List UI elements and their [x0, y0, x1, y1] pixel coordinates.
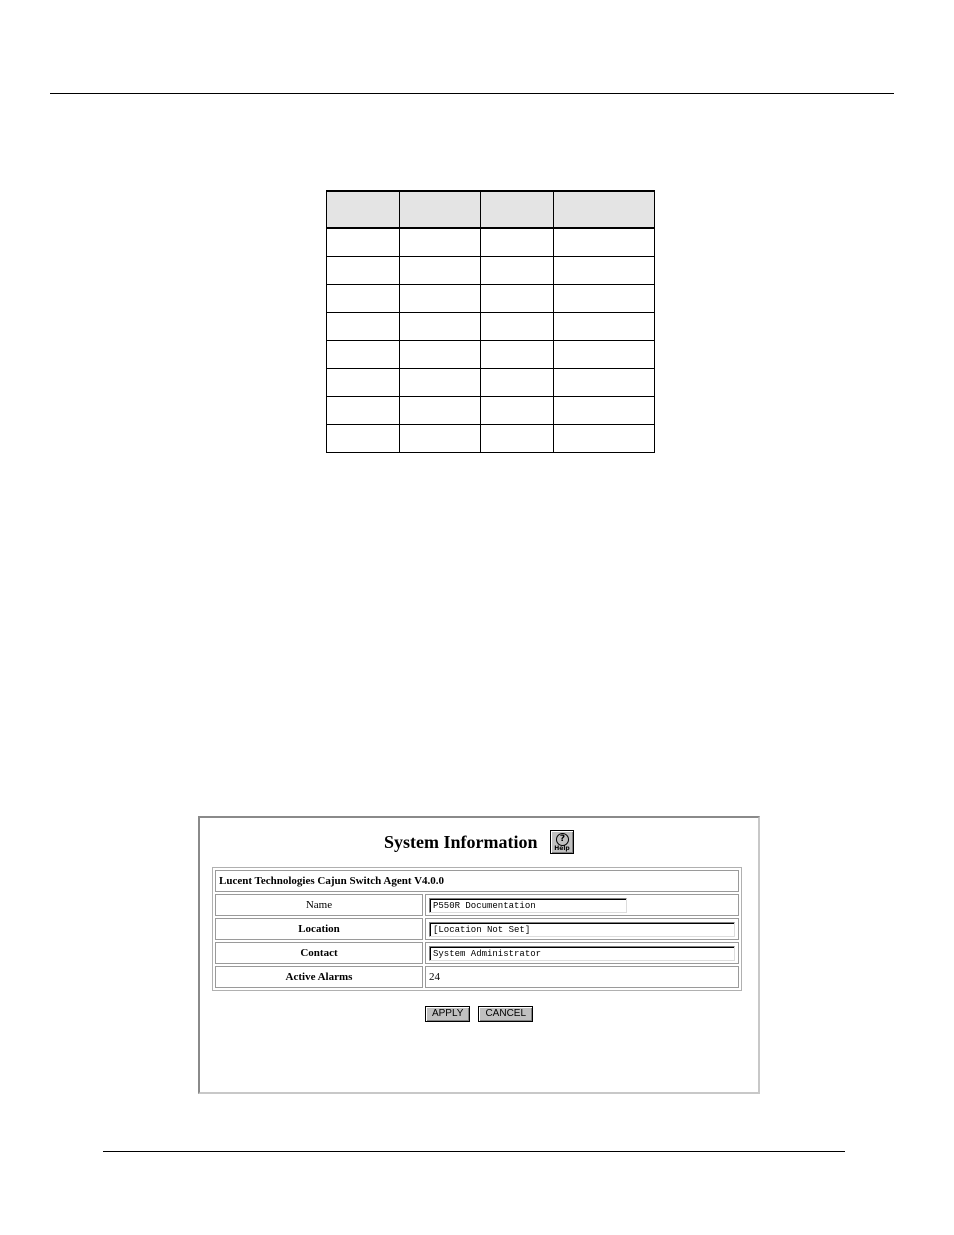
- table-row: [327, 369, 655, 397]
- table-header-row: [327, 191, 655, 228]
- system-info-table: [212, 867, 742, 991]
- active-alarms-label: Active Alarms: [215, 966, 423, 988]
- table-row: [327, 285, 655, 313]
- system-information-panel: [198, 816, 760, 1094]
- table-row: [327, 341, 655, 369]
- table-row: [327, 425, 655, 453]
- table-row: [215, 966, 739, 988]
- question-mark-icon: ?: [556, 833, 569, 846]
- button-row: [200, 1006, 758, 1022]
- table-row: [327, 257, 655, 285]
- table-row: [327, 228, 655, 257]
- table-row: [327, 397, 655, 425]
- table-row: [215, 870, 739, 892]
- cancel-button[interactable]: CANCEL: [478, 1006, 533, 1022]
- table-row: [215, 894, 739, 916]
- apply-button[interactable]: APPLY: [425, 1006, 471, 1022]
- table-row: [327, 313, 655, 341]
- name-label: Name: [215, 894, 423, 916]
- help-icon-label: Help: [554, 844, 570, 852]
- contact-field[interactable]: System Administrator: [429, 946, 735, 961]
- table-row: [215, 918, 739, 940]
- help-button[interactable]: [550, 830, 574, 854]
- active-alarms-value: 24: [425, 966, 739, 988]
- contact-label: Contact: [215, 942, 423, 964]
- location-label: Location: [215, 918, 423, 940]
- agent-version: Lucent Technologies Cajun Switch Agent V4.0.0: [215, 870, 739, 892]
- page-title: System Information: [384, 831, 538, 852]
- table-row: [215, 942, 739, 964]
- empty-table: [326, 190, 655, 453]
- panel-header: [200, 828, 758, 854]
- footer-rule: [103, 1151, 845, 1152]
- name-field[interactable]: P550R Documentation: [429, 898, 627, 913]
- header-rule: [50, 93, 894, 94]
- location-field[interactable]: [Location Not Set]: [429, 922, 735, 937]
